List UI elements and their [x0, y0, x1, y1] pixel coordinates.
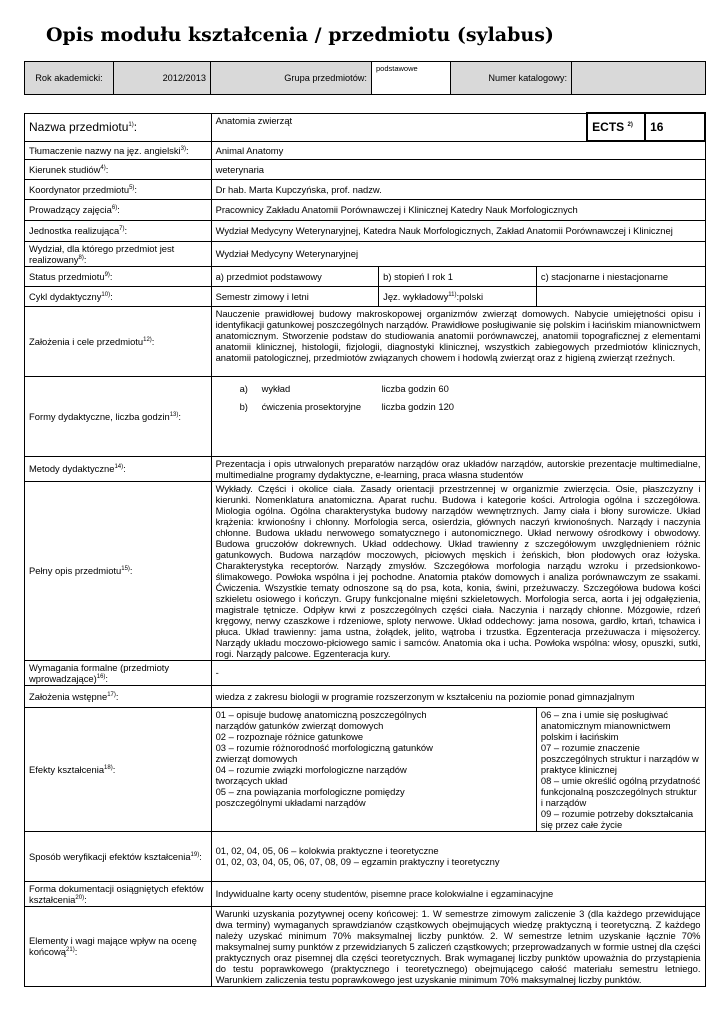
- jez-wykladowy: Jęz. wykładowy$^{11)}$:polski: [379, 286, 537, 306]
- forma-value: Indywidualne karty oceny studentów, pisemne prace kolokwialne i egzaminacyjne: [211, 881, 705, 906]
- header-table: [24, 61, 706, 95]
- forma-name: wykład: [261, 382, 291, 394]
- forma-item: [236, 383, 458, 395]
- sposob-line-1: 01, 02, 04, 05, 06 – kolokwia praktyczne i teoretyczne: [215, 845, 439, 856]
- wym-value: -: [211, 660, 705, 685]
- status-c: c) stacjonarne i niestacjonarne: [536, 266, 705, 286]
- zal-label: Założenia i cele przedmiotu$^{12)}$:: [25, 306, 212, 376]
- sposob-value: [211, 831, 705, 881]
- formy-value: [211, 376, 705, 456]
- status-a: a) przedmiot podstawowy: [211, 266, 379, 286]
- pelny-value: Wykłady. Części i okolice ciała. Zasady orientacji przestrzennej w organizmie zwierzęcia. Osie, płaszczyzny i kierunki. Nomenklatura anatomiczna. Aparat ruchu. Budowa i kategorie kości. Artrologia ogólna i szczegółowa. Miologia ogólna. Ogólna charakterystyka budowy narządów wewnętrznych. Jamy ciała i błony surowicze. Układ krążenia: krwionośny i chłonny. Morfologia serca, osierdzia, głównych naczyń krwionośnych. Narządy i naczynia chłonne. Budowa układu nerwowego somatycznego i autonomicznego. Układ nerwowy ośrodkowy i obwodowy. Budowa gruczołów dokrewnych. Układ oddechowy. Układ trawienny z szczegółowym uwzględnieniem różnic gatunkowych. Budowa narządów moczowych, płciowych męskich i żeńskich, błon płodowych oraz łożyska. Charakterystyka receptorów. Narządy zmysłów. Szczegółowa morfologia narządu wzroku i przedsionkowo-ślimakowego. Powłoka wspólna i jej pochodne. Anatomia ptaków domowych i analiza porównawczym ze ssakami. Ćwiczenia. Wszystkie tematy odnoszone są do psa, kota, konia, świni, przeżuwaczy. Szczegółowa budowa kości szkieletu osiowego i kończyn. Grupy funkcjonalne mięśni szkieletowych. Morfologia serca, aorta i jej odgałęzienia, magistrale tętnicze. Odpływ krwi z poszczególnych części ciała. Naczynia i narządy chłonne. Mózgowie, rdzeń kręgowy, nerwy czaszkowe i rdzeniowe, sploty nerwowe. Układ oddechowy: jama nosowa, gardło, krtań, tchawica i płuca. Układ trawienny: jama ustna, żołądek, jelito, wątroba i trzustka. Egzenteracja przeżuwacza i mięsożercy. Narządy układu moczowo-płciowego samic i samców. Anatomia oka i ucha. Powłoka wspólna: włosy, opuszki, sutki, rogi. Narządy palcowe. Egzenteracja kury.: [211, 481, 705, 660]
- prow-label: Prowadzący zajęcia$^{6)}$:: [25, 199, 212, 220]
- zalw-label: Założenia wstępne$^{17)}$:: [25, 685, 212, 707]
- pelny-label: Pełny opis przedmiotu$^{15)}$:: [25, 481, 212, 660]
- tlum-value: Animal Anatomy: [211, 141, 705, 159]
- elementy-value: Warunki uzyskania pozytywnej oceny końcowej: 1. W semestrze zimowym zaliczenie 3 (dla każdego przewidujące dwa terminy) wymaganych sprawdzianów cząstkowych obejmujących wiedzę praktyczną i teoretyczną. Z każdego należy uzyskać minimum 70% maksymalnej liczby punktów. 2. W semestrze letnim uzyskanie łącznie 70% maksymalnej sumy punktów z przewidzianych 5 zaliczeń cząstkowych; przeprowadzanych w formie ustnej dla części praktycznych oraz pisemnej dla części teoretycznych. Brak wymaganej liczby punktów upoważnia do przystąpienia do testu poprawkowego (praktycznego i teoretycznego) obejmującego całość materiału semestru letniego. Warunkiem zaliczenia testu poprawkowego jest uzyskanie minimum 70% maksymalnej liczby punktów.: [211, 906, 705, 986]
- forma-item: [236, 401, 458, 413]
- sposob-line-2: 01, 02, 03, 04, 05, 06, 07, 08, 09 – egzamin praktyczny i teoretyczny: [215, 856, 500, 867]
- jedn-label: Jednostka realizująca$^{7)}$:: [25, 220, 212, 241]
- metody-label: Metody dydaktyczne$^{14)}$:: [25, 456, 212, 481]
- forma-label: Forma dokumentacji osiągniętych efektów kształcenia$^{20)}$:: [25, 881, 212, 906]
- kier-value: weterynaria: [211, 159, 705, 179]
- prow-value: Pracownicy Zakładu Anatomii Porównawczej i Klinicznej Katedry Nauk Morfologicznych: [211, 199, 705, 220]
- cykl-label: Cykl dydaktyczny$^{10)}$:: [25, 286, 212, 306]
- wydz-label: Wydział, dla którego przedmiot jest realizowany$^{8)}$:: [25, 241, 212, 266]
- forma-name: ćwiczenia prosektoryjne: [261, 400, 362, 412]
- sposob-label: Sposób weryfikacji efektów kształcenia$^{19)}$:: [25, 831, 212, 881]
- forma-hours: liczba godzin 120: [381, 400, 455, 412]
- syllabus-table: [24, 112, 706, 987]
- elementy-label: Elementy i wagi mające wpływ na ocenę końcową$^{21)}$:: [25, 906, 212, 986]
- wydz-value: Wydział Medycyny Weterynaryjnej: [211, 241, 705, 266]
- jedn-value: Wydział Medycyny Weterynaryjnej, Katedra Nauk Morfologicznych, Zakład Anatomii Porównawczej i Klinicznej: [211, 220, 705, 241]
- koord-label: Koordynator przedmiotu$^{5)}$:: [25, 179, 212, 199]
- wym-label: Wymagania formalne (przedmioty wprowadzające)$^{16)}$:: [25, 660, 212, 685]
- zal-value: Nauczenie prawidłowej budowy makroskopowej organizmów zwierząt domowych. Nabycie umiejętności opisu i identyfikacji gatunkowej poszczególnych narządów. Prawidłowe posługiwanie się polskim i łacińskim mianownictwem anatomicznym. Stworzenie podstaw do studiowania anatomii porównawczej, anatomii topograficznej z elementami anatomii klinicznej, histologii, fizjologii, diagnostyki klinicznej, wszystkich zabiegowych przedmiotów klinicznych, anatomii patologicznej, przedmiotów związanych chowem i hodowlą zwierząt oraz z higieną zwierząt rzeźnych.: [211, 306, 705, 376]
- ects-label: ECTS $^{2)}$: [587, 113, 645, 141]
- status-b: b) stopień I rok 1: [379, 266, 537, 286]
- ects-value: 16: [645, 113, 705, 141]
- nazwa-value: Anatomia zwierząt: [211, 113, 587, 141]
- kier-label: Kierunek studiów$^{4)}$:: [25, 159, 212, 179]
- cykl-empty: [536, 286, 705, 306]
- koord-value: Dr hab. Marta Kupczyńska, prof. nadzw.: [211, 179, 705, 199]
- status-label: Status przedmiotu$^{9)}$:: [25, 266, 212, 286]
- metody-value: Prezentacja i opis utrwalonych preparatów narządów oraz układów narządów, autorskie prezentacje multimedialne, multimedialne programy dydaktyczne, e-learning, praca własna studentów: [211, 456, 705, 481]
- page-title: Opis modułu kształcenia / przedmiotu (sylabus): [46, 24, 554, 46]
- grupa-label: Grupa przedmiotów:: [211, 62, 372, 95]
- grupa-value: podstawowe: [372, 62, 451, 95]
- rok-value: 2012/2013: [114, 62, 211, 95]
- nazwa-label: Nazwa przedmiotu$^{1)}$:: [25, 113, 212, 141]
- rok-label: Rok akademicki:: [25, 62, 114, 95]
- forma-hours: liczba godzin 60: [381, 382, 449, 394]
- tlum-label: Tłumaczenie nazwy na jęz. angielski$^{3)}$:: [25, 141, 212, 159]
- forma-letter: b): [239, 400, 248, 412]
- cykl-value: Semestr zimowy i letni: [211, 286, 379, 306]
- efekty-right: 06 – zna i umie się posługiwać anatomicznym mianownictwem polskim i łacińskim 07 – rozumie znaczenie poszczególnych struktur i narządów w praktyce klinicznej 08 – umie określić ogólną przydatność funkcjonalną poszczególnych struktur i narządów 09 – rozumie potrzeby dokształcania się przez całe życie: [536, 707, 705, 831]
- formy-label: Formy dydaktyczne, liczba godzin$^{13)}$:: [25, 376, 212, 456]
- forma-letter: a): [239, 382, 248, 394]
- numer-value: [572, 62, 706, 95]
- zalw-value: wiedza z zakresu biologii w programie rozszerzonym w kształceniu na poziomie ponad gimnazjalnym: [211, 685, 705, 707]
- efekty-label: Efekty kształcenia$^{18)}$:: [25, 707, 212, 831]
- numer-label: Numer katalogowy:: [451, 62, 572, 95]
- efekty-left: 01 – opisuje budowę anatomiczną poszczególnych narządów gatunków zwierząt domowych 02 – rozpoznaje różnice gatunkowe 03 – rozumie różnorodność morfologiczną gatunków zwierząt domowych 04 – rozumie związki morfologiczne narządów tworzących układ 05 – zna powiązania morfologiczne pomiędzy poszczególnymi układami narządów: [211, 707, 536, 831]
